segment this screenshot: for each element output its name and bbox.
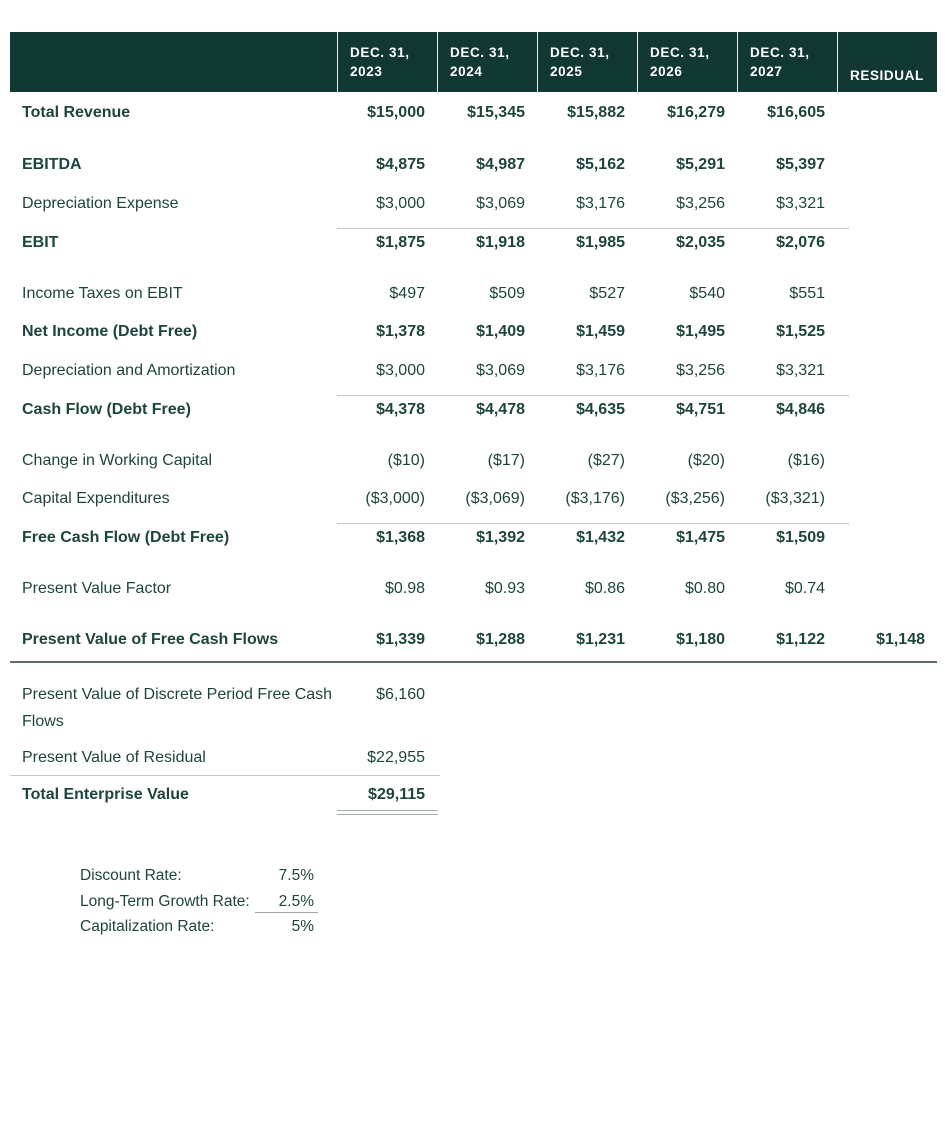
section-divider	[337, 395, 849, 396]
cell-value: $4,846	[776, 401, 825, 418]
table-row-ebit	[10, 232, 937, 254]
year-column-header-2026	[637, 32, 737, 92]
summary-row-total-enterprise-value	[10, 784, 937, 806]
cell-value: $15,000	[367, 104, 425, 121]
cell-value: $527	[589, 285, 625, 302]
cell-value: $3,000	[376, 195, 425, 212]
cell-value: ($3,256)	[665, 490, 725, 507]
summary-row-pv-discrete	[10, 681, 937, 735]
row-label: Income Taxes on EBIT	[22, 285, 183, 302]
header-line1: DEC. 31,	[750, 45, 810, 60]
rate-value: 2.5%	[255, 891, 318, 913]
row-label: EBITDA	[22, 156, 82, 173]
cell-value: $1,459	[576, 323, 625, 340]
cell-value: $1,495	[676, 323, 725, 340]
cell-value: $1,231	[576, 631, 625, 648]
rate-label: Discount Rate:	[80, 867, 182, 884]
year-column-header-2025	[537, 32, 637, 92]
summary-label: Present Value of Discrete Period Free Cash Flows	[22, 686, 333, 730]
cell-value: $3,321	[776, 362, 825, 379]
table-row-income-taxes	[10, 283, 937, 305]
cell-value-residual	[837, 154, 937, 176]
header-line2: 2026	[650, 64, 683, 79]
header-line2: 2025	[550, 64, 583, 79]
row-label: Depreciation Expense	[22, 195, 179, 212]
cell-value: $4,987	[476, 156, 525, 173]
table-row-total-revenue	[10, 102, 937, 124]
rate-value: 5%	[291, 918, 314, 935]
cell-value: $2,035	[676, 234, 725, 251]
cell-value-residual	[837, 399, 937, 421]
header-line1: DEC. 31,	[450, 45, 510, 60]
year-column-header-2024	[437, 32, 537, 92]
row-label: Present Value of Free Cash Flows	[22, 631, 279, 648]
cell-value: $2,076	[776, 234, 825, 251]
double-underline	[337, 810, 438, 815]
residual-column-header	[837, 32, 937, 92]
cell-value-residual	[837, 578, 937, 600]
cell-value-residual	[837, 450, 937, 472]
cell-value-residual	[837, 527, 937, 549]
cell-value: $4,378	[376, 401, 425, 418]
cell-value: $3,069	[476, 362, 525, 379]
cell-value: $15,345	[467, 104, 525, 121]
row-label: Cash Flow (Debt Free)	[22, 401, 191, 418]
header-line2: 2023	[350, 64, 383, 79]
table-row-free-cash-flow	[10, 527, 937, 549]
cell-value-residual	[837, 232, 937, 254]
cell-value: $4,751	[676, 401, 725, 418]
cell-value: $1,475	[676, 529, 725, 546]
cell-value: $1,339	[376, 631, 425, 648]
summary-label: Total Enterprise Value	[22, 786, 189, 803]
summary-divider	[10, 775, 440, 776]
label-column-header	[10, 32, 337, 92]
cell-value: $0.80	[684, 580, 725, 597]
table-row-present-value-factor	[10, 578, 937, 600]
cell-value: $15,882	[567, 104, 625, 121]
table-row-pv-free-cash-flows	[10, 629, 937, 651]
cell-value: $1,180	[676, 631, 725, 648]
cell-value: $1,525	[776, 323, 825, 340]
cell-value: $5,291	[676, 156, 725, 173]
table-header	[10, 32, 937, 92]
cell-value: $3,176	[576, 362, 625, 379]
residual-header-label: RESIDUAL	[850, 68, 924, 83]
cell-value-residual: $1,148	[876, 631, 925, 648]
summary-value: $29,115	[368, 786, 425, 803]
table-row-change-working-capital	[10, 450, 937, 472]
cell-value-residual	[837, 321, 937, 343]
dcf-valuation-page	[0, 32, 945, 1132]
cell-value: ($17)	[487, 452, 525, 469]
cell-value: $0.98	[384, 580, 425, 597]
cell-value: $1,288	[476, 631, 525, 648]
row-label: EBIT	[22, 234, 59, 251]
header-line2: 2027	[750, 64, 783, 79]
summary-value: $6,160	[376, 686, 425, 703]
rate-row-capitalization	[80, 916, 318, 938]
table-row-ebitda	[10, 154, 937, 176]
cell-value-residual	[837, 102, 937, 124]
dcf-table	[10, 32, 937, 938]
cell-value: ($3,176)	[565, 490, 625, 507]
table-row-depreciation-expense	[10, 193, 937, 215]
table-row-cash-flow	[10, 399, 937, 421]
cell-value: $1,509	[776, 529, 825, 546]
year-column-header-2027	[737, 32, 837, 92]
year-column-header-2023	[337, 32, 437, 92]
cell-value: $5,162	[576, 156, 625, 173]
header-line1: DEC. 31,	[650, 45, 710, 60]
cell-value: $1,368	[376, 529, 425, 546]
rates-table	[80, 865, 318, 938]
cell-value: $4,875	[376, 156, 425, 173]
header-line1: DEC. 31,	[350, 45, 410, 60]
cell-value: $3,256	[676, 362, 725, 379]
cell-value: $1,409	[476, 323, 525, 340]
cell-value: $497	[389, 285, 425, 302]
header-line1: DEC. 31,	[550, 45, 610, 60]
cell-value: $1,122	[776, 631, 825, 648]
rate-label: Long-Term Growth Rate:	[80, 893, 250, 910]
cell-value: $0.93	[484, 580, 525, 597]
row-label: Net Income (Debt Free)	[22, 323, 198, 340]
cell-value: $16,605	[767, 104, 825, 121]
summary-row-pv-residual	[10, 747, 937, 769]
cell-value-residual	[837, 193, 937, 215]
cell-value: $3,069	[476, 195, 525, 212]
cell-value: ($16)	[787, 452, 825, 469]
table-row-depreciation-amortization	[10, 360, 937, 382]
rate-row-discount	[80, 865, 318, 887]
cell-value: ($20)	[687, 452, 725, 469]
cell-value: $16,279	[667, 104, 725, 121]
cell-value: $3,176	[576, 195, 625, 212]
row-label: Capital Expenditures	[22, 490, 170, 507]
rate-value: 7.5%	[278, 867, 314, 884]
section-divider	[337, 228, 849, 229]
cell-value: ($3,069)	[465, 490, 525, 507]
row-label: Change in Working Capital	[22, 452, 213, 469]
table-row-net-income	[10, 321, 937, 343]
table-bottom-divider	[10, 661, 937, 663]
section-divider	[337, 523, 849, 524]
cell-value: ($3,321)	[765, 490, 825, 507]
row-label: Depreciation and Amortization	[22, 362, 236, 379]
cell-value: $1,918	[476, 234, 525, 251]
cell-value: $3,321	[776, 195, 825, 212]
summary-value: $22,955	[367, 749, 425, 766]
cell-value: $1,985	[576, 234, 625, 251]
cell-value: $3,000	[376, 362, 425, 379]
cell-value: $1,392	[476, 529, 525, 546]
cell-value: $1,432	[576, 529, 625, 546]
cell-value-residual	[837, 283, 937, 305]
row-label: Present Value Factor	[22, 580, 172, 597]
cell-value-residual	[837, 360, 937, 382]
cell-value: ($3,000)	[365, 490, 425, 507]
cell-value: $540	[689, 285, 725, 302]
cell-value: $509	[489, 285, 525, 302]
cell-value: $1,378	[376, 323, 425, 340]
row-label: Total Revenue	[22, 104, 131, 121]
cell-value: $551	[789, 285, 825, 302]
rate-row-growth	[80, 891, 318, 913]
cell-value: $5,397	[776, 156, 825, 173]
cell-value: $3,256	[676, 195, 725, 212]
cell-value: $0.74	[784, 580, 825, 597]
rate-label: Capitalization Rate:	[80, 918, 215, 935]
cell-value: $4,478	[476, 401, 525, 418]
cell-value: ($10)	[387, 452, 425, 469]
table-row-capital-expenditures	[10, 488, 937, 510]
cell-value: $4,635	[576, 401, 625, 418]
summary-label: Present Value of Residual	[22, 749, 206, 766]
header-line2: 2024	[450, 64, 483, 79]
cell-value-residual	[837, 488, 937, 510]
cell-value: ($27)	[587, 452, 625, 469]
cell-value: $1,875	[376, 234, 425, 251]
row-label: Free Cash Flow (Debt Free)	[22, 529, 230, 546]
cell-value: $0.86	[584, 580, 625, 597]
